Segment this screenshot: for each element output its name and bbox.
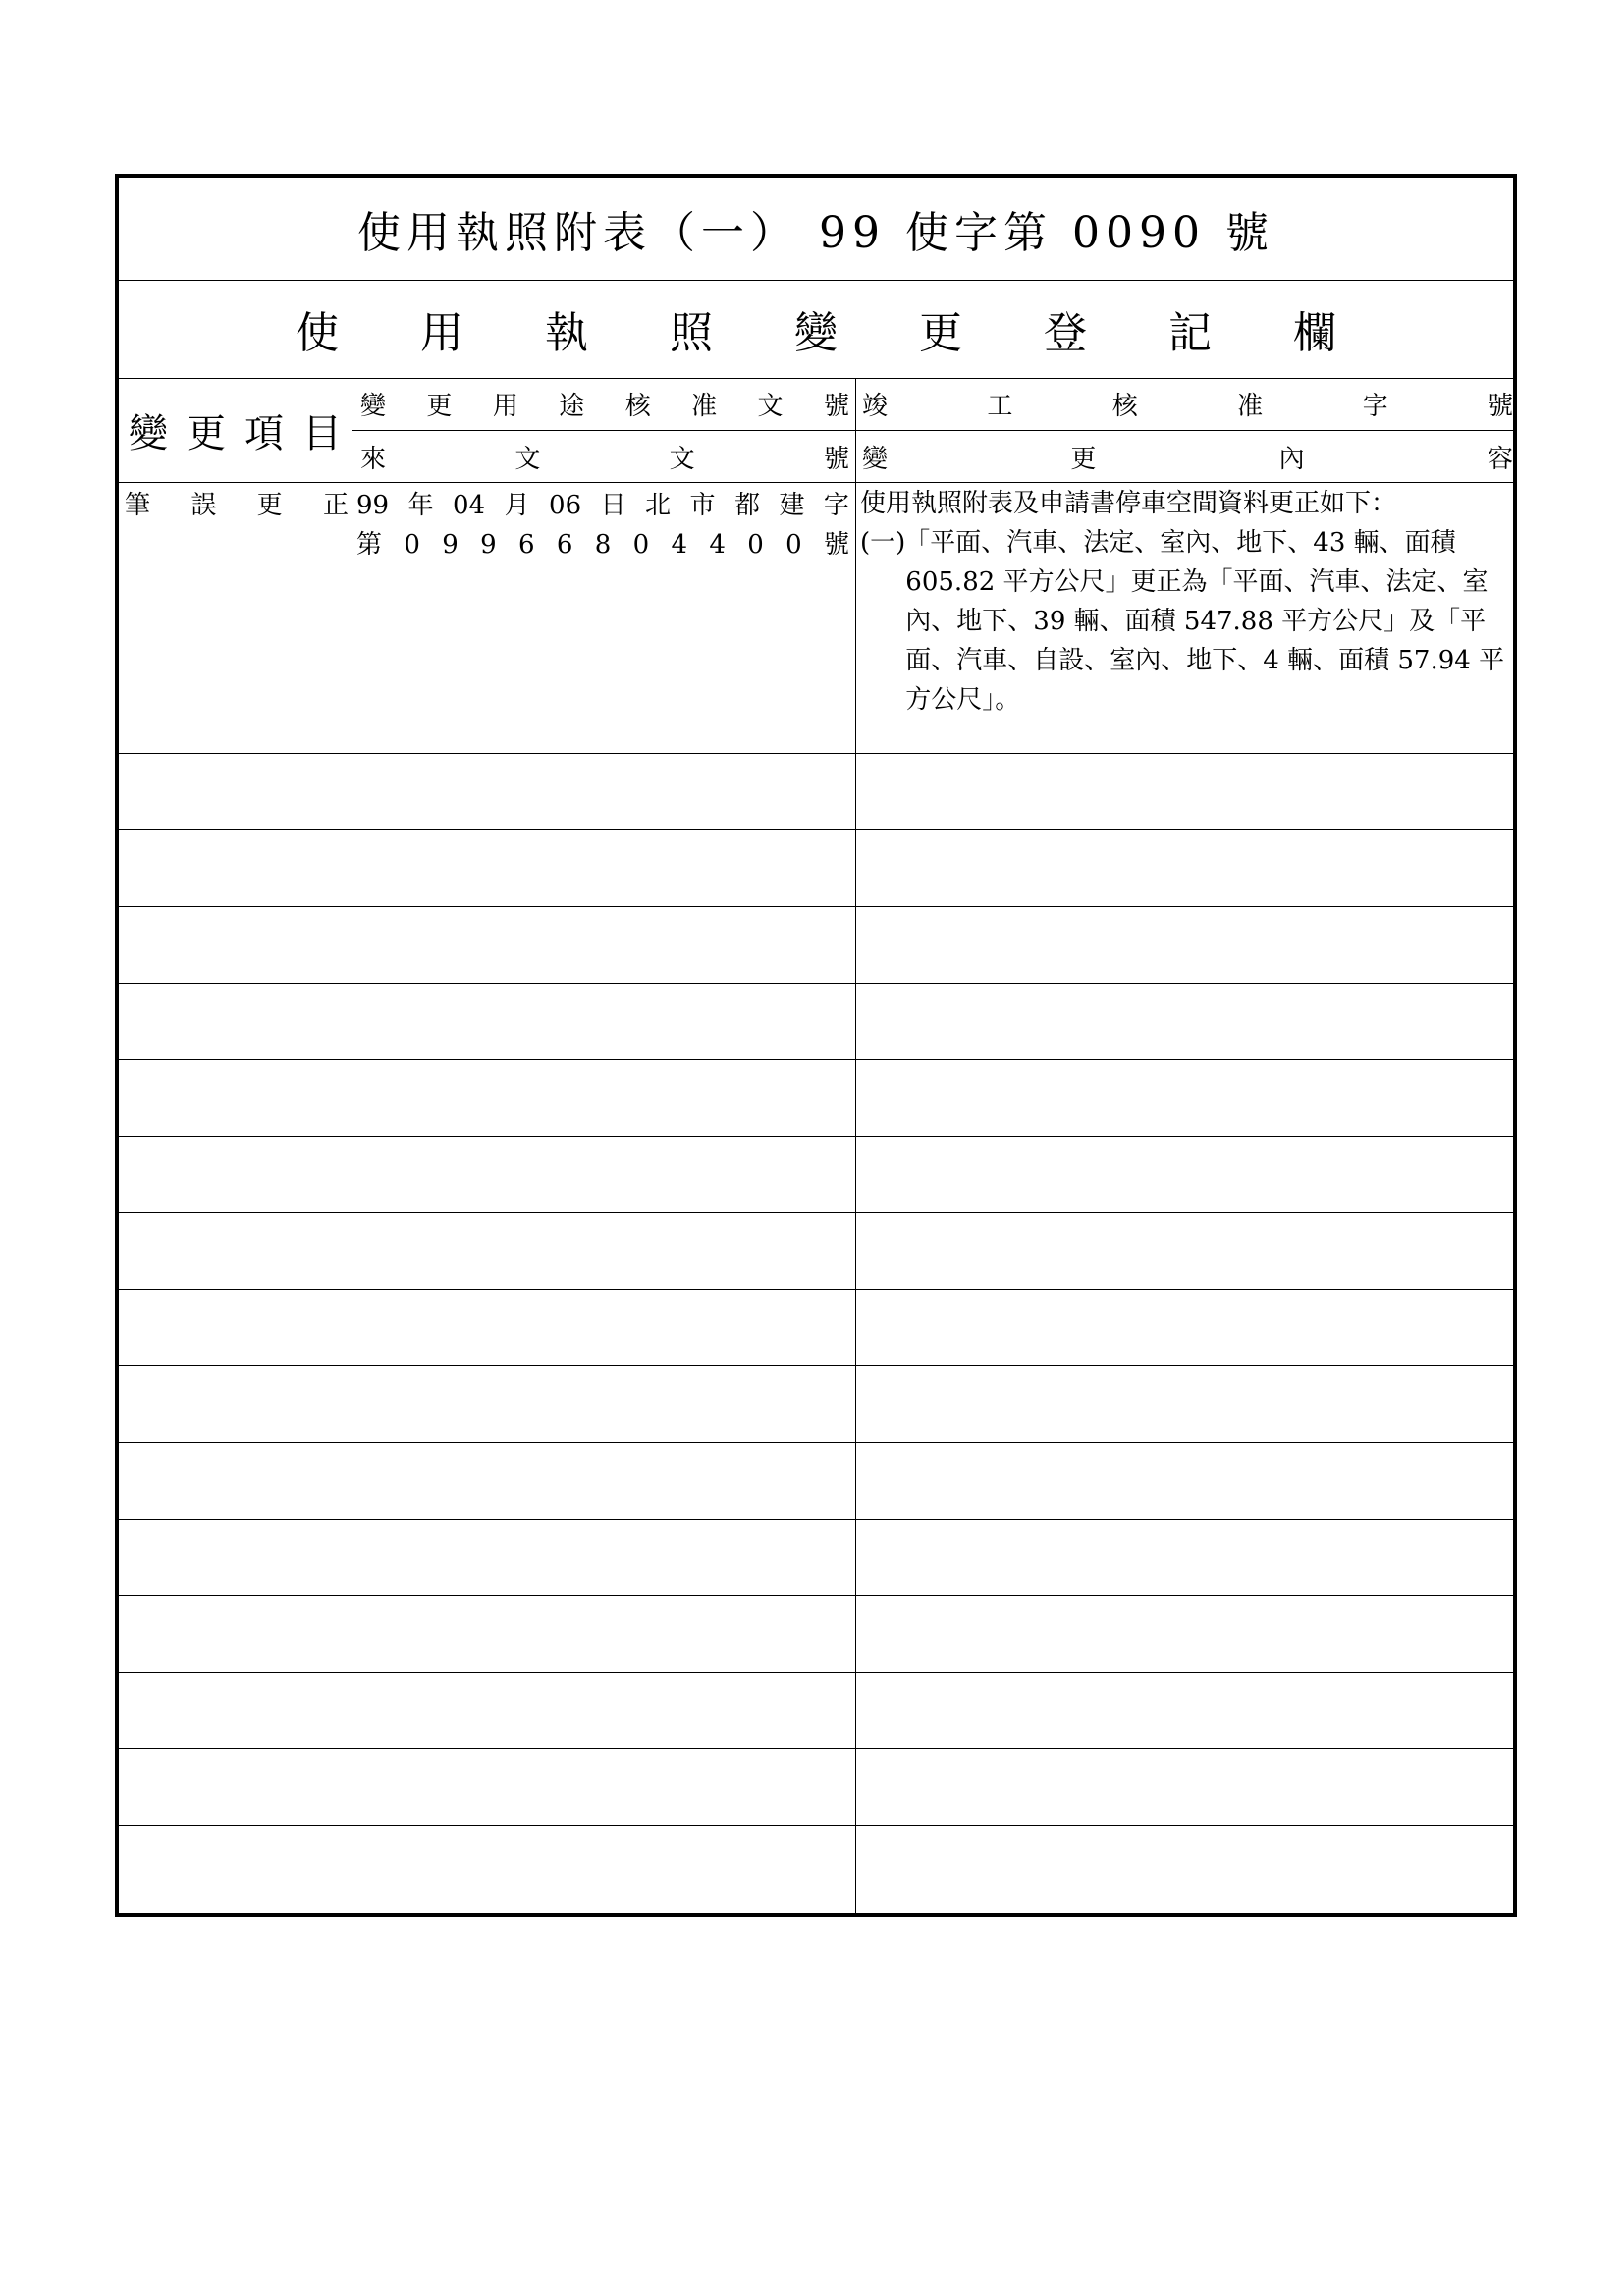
header-char: 文 xyxy=(669,444,695,474)
header-char: 項 xyxy=(244,410,284,456)
header-char: 來 xyxy=(360,444,387,474)
doc-token: 0 xyxy=(632,530,650,560)
page-title xyxy=(119,178,1513,280)
header-char: 文 xyxy=(514,444,541,474)
doc-token: 字 xyxy=(823,491,849,520)
header-char: 更 xyxy=(187,410,226,456)
doc-token: 月 xyxy=(504,491,530,520)
doc-token: 0 xyxy=(404,530,420,560)
subtitle-char: 欄 xyxy=(1293,308,1336,358)
item-char: 更 xyxy=(256,491,283,520)
doc-token: 日 xyxy=(600,491,626,520)
header-char: 竣 xyxy=(862,391,889,421)
permit-number: 99 使字第 0090 號 xyxy=(819,208,1274,258)
header-change-item xyxy=(119,378,352,482)
doc-token: 建 xyxy=(779,491,805,520)
header-char: 准 xyxy=(691,391,718,421)
row-document-line-1 xyxy=(356,486,855,525)
item-char: 誤 xyxy=(190,491,217,520)
subtitle-char: 執 xyxy=(545,308,588,358)
doc-token: 0 xyxy=(785,530,802,560)
header-char: 更 xyxy=(1070,444,1097,474)
header-char: 內 xyxy=(1278,444,1305,474)
doc-token: 第 xyxy=(356,530,383,560)
doc-token: 9 xyxy=(480,530,497,560)
header-document-number xyxy=(356,431,855,482)
header-char: 變 xyxy=(360,391,387,421)
header-char: 字 xyxy=(1362,391,1388,421)
list-text: 「平面、汽車、法定、室內、地下、43 輛、面積 605.82 平方公尺」更正為「平面、汽車、法定、室內、地下、39 輛、面積 547.88 平方公尺」及「平面、汽車、自設、室內、地下、4 輛、面積 57.94 平方公尺」。 xyxy=(904,528,1505,715)
doc-token: 北 xyxy=(645,491,672,520)
doc-token: 4 xyxy=(709,530,726,560)
header-char: 准 xyxy=(1237,391,1264,421)
permit-change-form xyxy=(115,174,1517,1917)
header-char: 核 xyxy=(1111,391,1138,421)
doc-token: 市 xyxy=(689,491,716,520)
item-char: 正 xyxy=(322,491,349,520)
row-change-item xyxy=(125,486,349,525)
header-char: 變 xyxy=(129,410,168,456)
section-title xyxy=(296,280,1336,378)
header-char: 工 xyxy=(987,391,1013,421)
doc-token: 04 xyxy=(453,491,486,520)
subtitle-char: 照 xyxy=(670,308,713,358)
subtitle-char: 記 xyxy=(1168,308,1212,358)
subtitle-char: 用 xyxy=(420,308,463,358)
header-char: 用 xyxy=(492,391,518,421)
header-char: 號 xyxy=(1487,391,1513,421)
title-label: 使用執照附表（一） xyxy=(357,208,800,258)
subtitle-char: 更 xyxy=(919,308,962,358)
content-intro: 使用執照附表及申請書停車空間資料更正如下： xyxy=(860,489,1397,518)
doc-token: 8 xyxy=(594,530,612,560)
list-number: (一) xyxy=(860,528,906,558)
doc-token: 年 xyxy=(407,491,434,520)
header-completion-number xyxy=(858,378,1517,429)
header-char: 號 xyxy=(823,391,849,421)
row-document-line-2 xyxy=(356,525,855,564)
header-char: 號 xyxy=(823,444,849,474)
doc-token: 都 xyxy=(733,491,760,520)
header-char: 更 xyxy=(426,391,453,421)
header-char: 變 xyxy=(862,444,889,474)
header-char: 途 xyxy=(559,391,585,421)
doc-token: 號 xyxy=(823,530,849,560)
doc-token: 06 xyxy=(549,491,582,520)
header-char: 核 xyxy=(624,391,651,421)
header-approval-number xyxy=(356,378,855,429)
header-char: 文 xyxy=(757,391,784,421)
doc-token: 99 xyxy=(356,491,390,520)
doc-token: 9 xyxy=(442,530,459,560)
header-char: 容 xyxy=(1487,444,1513,474)
subtitle-char: 使 xyxy=(296,308,339,358)
doc-token: 6 xyxy=(517,530,535,560)
subtitle-char: 登 xyxy=(1044,308,1087,358)
doc-token: 4 xyxy=(671,530,688,560)
doc-token: 6 xyxy=(556,530,573,560)
header-char: 目 xyxy=(302,410,342,456)
content-list-item xyxy=(860,523,1518,720)
doc-token: 0 xyxy=(747,530,764,560)
item-char: 筆 xyxy=(125,491,151,520)
subtitle-char: 變 xyxy=(794,308,838,358)
row-change-content xyxy=(860,484,1518,720)
header-change-content xyxy=(858,431,1517,482)
